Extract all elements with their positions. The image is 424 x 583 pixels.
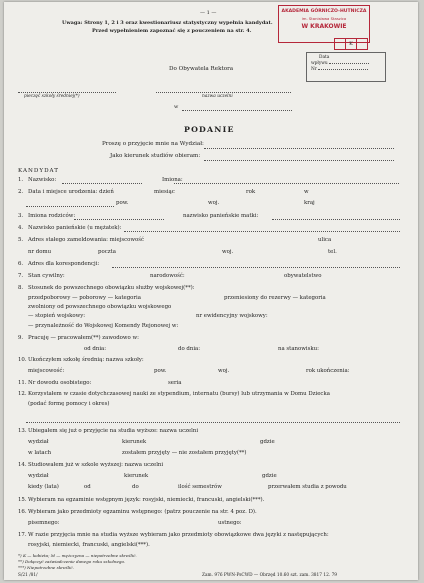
footer-code: S/21 /81/ — [18, 573, 38, 578]
footnote-2: **) Dołączyć zaświadczenie danego roku szkolnego. — [18, 559, 126, 564]
item-13-prior-result: w latach zostałem przyjęty — nie zostałem przyjęty(**) — [28, 450, 247, 456]
stamp-line-2: im. Stanisława Staszica — [301, 16, 347, 21]
item-8-military-command: — przynależność do Wojskowej Komendy Rejonowej w: — [28, 323, 179, 329]
receipt-date-box — [306, 52, 386, 82]
item-17-languages-list: rosyjski, niemiecki, francuski, angielski(***). — [28, 542, 150, 548]
item-12-scholarship-form: (podać formę pomocy i okres) — [28, 401, 110, 407]
stamp-line-1: AKADEMIA GÓRNICZO-HUTNICZA — [281, 9, 367, 14]
candidate-heading: KANDYDAT — [18, 168, 60, 174]
surname-line[interactable] — [62, 183, 142, 184]
sex-marker-value: K — [345, 39, 357, 49]
item-5-address-details: nr domu poczta woj. tel. — [28, 249, 337, 255]
city-label: w — [174, 104, 179, 110]
item-10-school: 10.Ukończyłem szkołę średnią: nazwa szkoły: — [18, 357, 144, 363]
form-title: PODANIE — [184, 125, 235, 134]
item-8-military-exempt: zwolniony od powszechnego obowiązku wojskowego — [28, 304, 172, 310]
item-3-parents: 3. Imiona rodziców: nazwisko panieńskie matki: — [18, 213, 259, 219]
note-line-1: Uwaga: Strony 1, 2 i 3 oraz kwestionariusz statystyczny wypełnia kandydat. — [62, 20, 273, 26]
maiden-name-line[interactable] — [124, 231, 400, 232]
item-14-prior-studies-details: wydział kierunek gdzie — [28, 473, 277, 479]
sex-marker-box — [334, 38, 368, 50]
item-9-employment: 9. Pracuję — pracowałem(**) zawodowo w: — [18, 335, 139, 341]
item-13-prior-application: 13.Ubiegałem się już o przyjęcie na studia wyższe: nazwa uczelni — [18, 428, 199, 434]
university-name-label: nazwa uczelni — [202, 94, 233, 99]
item-17-languages: 17.W razie przyjęcia mnie na studia wyższe wybieram jako przedmioty obowiązkowe dwa języki z następujących: — [18, 532, 329, 538]
page-number: — 1 — — [200, 10, 217, 16]
school-stamp-line — [18, 92, 116, 93]
item-10-school-details: miejscowość: pow. woj. rok ukończenia: — [28, 368, 350, 374]
footnote-3: ***) Niepotrzebne skreślić. — [18, 565, 74, 570]
item-11-id-card: 11.Nr dowodu osobistego: seria — [18, 380, 182, 386]
item-8-military-category: przedpoborowy — poborowy — kategoria przeniesiony do rezerwy — kategoria — [28, 295, 326, 301]
first-names-line[interactable] — [174, 183, 399, 184]
footer-print-info: Zam. 976 PWN-PsCWD — Obrzęd 10.60 szt. zam. 3817 12. 79 — [202, 573, 338, 578]
item-1-surname: 1. Nazwisko: Imiona: — [18, 177, 183, 183]
item-6-correspondence: 6. Adres dla korespondencji: — [18, 261, 100, 267]
recipient-line: Do Obywatela Rektora — [169, 66, 234, 72]
field-of-study-request: Jako kierunek studiów obieram: — [110, 153, 201, 159]
mother-maiden-line[interactable] — [272, 219, 400, 220]
stamp-line-3: W KRAKOWIE — [301, 23, 347, 30]
correspondence-line[interactable] — [112, 267, 400, 268]
date-label: Data — [319, 55, 330, 60]
city-line — [182, 110, 292, 111]
field-of-study-line[interactable] — [204, 160, 394, 161]
school-stamp-label: pieczęć szkoły średniej(*) — [24, 94, 80, 99]
item-13-prior-details: wydział kierunek gdzie — [28, 439, 275, 445]
receipt-label: wpływu — [311, 61, 381, 66]
item-12-scholarship: 12.Korzystałem w czasie dotychczasowej nauki ze stypendium, internatu (bursy) lub utrzymania w Domu Dziecka — [18, 391, 330, 397]
faculty-line[interactable] — [204, 148, 394, 149]
application-form-page: — 1 — Uwaga: Strony 1, 2 i 3 oraz kwestionariusz statystyczny wypełnia kandydat. Przed wypełnieniem zapoznać się z pouczeniem na str. 4. AKADEMIA GÓRNICZO-HUTNICZA im. Stanisława Staszica W KRAKOWIE K Data wpływu Nr Do Obywatela Rektora pieczęć szkoły średniej(*) nazwa uczelni w PODANIE Proszę o przyjęcie mnie na Wydział: Jako kierunek studiów obieram: KANDYDAT 1. Nazwisko: Imiona: 2. Data i miejsce urodzenia: dzień miesiąc rok w pow. woj. kraj 3. Imiona rodziców: nazwisko panieńskie matki: 4. Nazwisko panieńskie (u mężatek): 5. Adres stałego zameldowania: miejscowość ulica nr domu poczta woj. tel. 6. Adres dla korespondencji: 7. Stan cywilny: narodowość: obywatelstwo 8. Stosunek do powszechnego obowiązku służby wojskowej(**): przedpoborowy — poborowy — kategoria przeniesiony do rezerwy — kategoria zwolniony od powszechnego obowiązku wojskowego — stopień wojskowy: nr ewidencyjny wojskowy: — przynależność do Wojskowej Komendy Rejonowej w: 9. Pracuję — pracowałem(**) zawodowo w: od dnia: do dnia: na stanowisku: 10.Ukończyłem szkołę średnią: nazwa szkoły: miejscowość: pow. woj. rok ukończenia: 11.Nr dowodu osobistego: seria 12.Korzystałem w czasie dotychczasowej nauki ze stypendium, internatu (bursy) lub utrzymania w Domu Dziecka (podać formę pomocy i okres) 13.Ubiegałem się już o przyjęcie na studia wyższe: nazwa uczelni wydział kierunek gdzie w latach zostałem przyjęty — nie zostałem przyjęty(**) 14.Studiowałem już w szkole wyższej: nazwa uczelni wydział kierunek gdzie kiedy (lata) od do ilość semestrów przerwałem studia z powodu 15.Wybieram na egzaminie wstępnym język: rosyjski, niemiecki, francuski, angielski(***). 16.Wybieram jako przedmioty egzaminu wstępnego: (patrz pouczenie na str. 4 poz. D). pisemnego: ustnego: 17.W razie przyjęcia mnie na studia wyższe wybieram jako przedmioty obowiązkowe dwa języki z następujących: rosyjski, niemiecki, francuski, angielski(***). *) K — kobieta; M — mężczyzna — niepotrzebne skreślić. **) Dołączyć zaświadczenie danego roku szkolnego. ***) Niepotrzebne skreślić. S/21 /81/ Zam. 976 PWN-PsCWD — Obrzęd 10.60 szt. zam. 3817 12. 79 — [4, 2, 418, 580]
item-15-exam-language: 15.Wybieram na egzaminie wstępnym język: rosyjski, niemiecki, francuski, angielski(***). — [18, 497, 265, 503]
number-label: Nr — [311, 67, 381, 72]
birth-place-line[interactable] — [26, 206, 114, 207]
item-14-prior-studies: 14.Studiowałem już w szkole wyższej: nazwa uczelni — [18, 462, 164, 468]
item-14-prior-studies-period: kiedy (lata) od do ilość semestrów przerwałem studia z powodu — [28, 484, 347, 490]
item-7-civil-status: 7. Stan cywilny: narodowość: obywatelstwo — [18, 273, 322, 279]
item-5-address: 5. Adres stałego zameldowania: miejscowość ulica — [18, 237, 332, 243]
university-name-line — [156, 92, 291, 93]
item-4-maiden-name: 4. Nazwisko panieńskie (u mężatek): — [18, 225, 122, 231]
parents-line[interactable] — [74, 219, 164, 220]
scholarship-line[interactable] — [26, 422, 400, 423]
item-16-exam-forms: pisemnego: ustnego: — [28, 520, 242, 526]
note-line-2: Przed wypełnieniem zapoznać się z pouczeniem na str. 4. — [92, 28, 252, 34]
item-8-military: 8. Stosunek do powszechnego obowiązku służby wojskowej(**): — [18, 285, 195, 291]
item-2-birth: 2. Data i miejsce urodzenia: dzień miesiąc rok w — [18, 189, 309, 195]
item-8-military-rank: — stopień wojskowy: nr ewidencyjny wojskowy: — [28, 313, 268, 319]
item-16-exam-subjects: 16.Wybieram jako przedmioty egzaminu wstępnego: (patrz pouczenie na str. 4 poz. D). — [18, 509, 257, 515]
footnote-1: *) K — kobieta; M — mężczyzna — niepotrzebne skreślić. — [18, 553, 137, 558]
faculty-request: Proszę o przyjęcie mnie na Wydział: — [102, 141, 204, 147]
